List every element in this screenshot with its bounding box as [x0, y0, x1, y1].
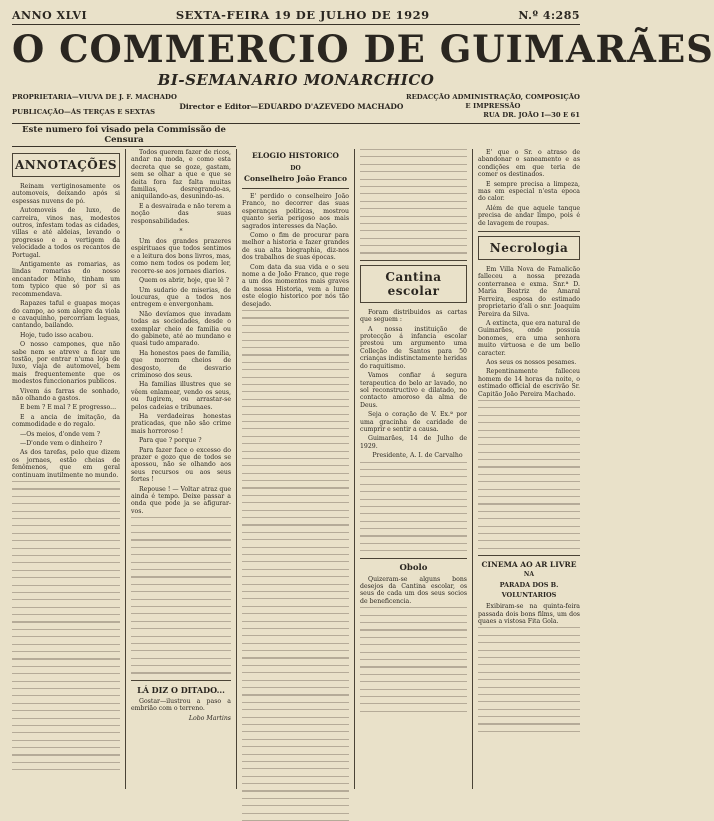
top-info-line [12, 6, 580, 22]
elogio-title-3: Conselheiro João Franco [244, 174, 347, 183]
annotations-paragraph: Vivem ás farras de sonhado, não olhando a gastos. [12, 387, 120, 402]
annotations-paragraph: Rapazes taful e guapas moças do campo, ao som alegre da viola e cavaquinho, percorriam leguas, cantando, bailando. [12, 300, 120, 330]
cinema-title-2: NA [523, 571, 535, 579]
annotations-paragraph: Antigamente as romarias, as lindas romarias do nosso encantador Minho, tinham um tom typico que só por si as recommendava. [12, 261, 120, 298]
elogio-title-2: DO [290, 165, 301, 172]
cinema-paragraph: Exibiram-se na quinta-feira passada dois bons films, um dos quaes a vistosa Fita Gola. [478, 603, 580, 625]
newspaper-title: O COMMERCIO DE GUIMARÃES [12, 27, 714, 71]
masthead-rule [12, 123, 580, 124]
column-necrologia [472, 149, 580, 789]
editorial-paragraph: E a desvairada e não terem a noção das suas responsabilidades. [131, 202, 231, 225]
masthead-meta [12, 93, 580, 120]
year-label: ANNO XLVI [12, 9, 88, 22]
proverb-title: LÁ DIZ O DITADO... [137, 684, 225, 695]
elogio-paragraph: Com data da sua vida e o seu nome a de João Franco, que rege a um dos momentos mais graves da nossa Historia, vem a lume este elogio historico por nós tão desejado. [242, 263, 349, 308]
editorial-paragraph: Um sudario de miserias, de loucuras, que a todos nos entregem e envergonham. [131, 286, 231, 309]
editorial-paragraph: Um dos grandes prazeres espirituaes que todos sentimos e a leitura dos bons livros, mas, como nem todos os podem ler, recorre-se aos jornaes diarios. [131, 238, 231, 275]
director-line: Director e Editor—EDUARDO D'AZEVEDO MACHADO [179, 102, 404, 111]
text-texture [242, 310, 349, 821]
office-line-1: REDACÇÃO ADMINISTRAÇÃO, COMPOSIÇÃO [405, 93, 580, 101]
cantina-paragraph: Vamos confiar á segura terapeutica do belo ar lavado, no sol reconstructivo e dilatado, no contacto amoroso da alma de Deus. [360, 372, 467, 409]
text-texture [360, 462, 467, 552]
cantina-paragraph: A nossa instituição de protecção á infancia escolar prestou um argumento uma Colleção de Santos para 50 crianças indistinctamente heridas do raquitismo. [360, 325, 467, 370]
column-editorial: Todos querem fazer de ricos, andar na moda, e como esta decreta que se goze, gastam, sem se olhar a que e que se deita fora faz falta muitas familias, desregrando-as, aniquilando-as, desunindo-as. E a desvairada e não terem a noção das suas responsabilidades. * Um dos grandes prazeres espirituaes que todos sentimos e a leitura dos bons livros, mas, como nem todos os podem ler, recorre-se aos jornaes diarios. Quem os abrir, hoje, que lê ? Um sudario de miserias, de loucuras, que a todos nos entregem e envergonham. Não devíamos que invadam todas as sociedades, desde o exemplar cheio de familia ou do gabinete, até ao mundano e quasi tudo amparado. Ha honestos paes de familia, que morrem cheios de desgosto, de desvario criminoso dos seus. Ha familias illustres que se vêem enlamear, vendo os seus, ou fugirem, ou arrastar-se pelos cadeias e tribunaes. Ha verdadeiras honestas praticadas, que não são crime mais horroroso ! Para que ? porque ? Para fazer face o excesso do prazer e gozo que de todos se apossou, não se olhando aos seus recursos ou aos seus fortes ! Repouse ! — Voltar atraz que ainda é tempo. Deixe passar a onda que pode ja se afigurar-vos. LÁ DIZ O DITADO... Gostar—ilustrou a paso a embrião com o terreno. Lobo Martins [125, 149, 236, 789]
obolo-paragraph: Quizeram-se alguns bons desejos da Cantina escolar, os seus de cada um dos seus socios de beneficencia. [360, 575, 467, 605]
annotations-paragraph: E a ancia de imitação, da commodidade e do regalo. [12, 413, 120, 429]
editorial-paragraph: Repouse ! — Voltar atraz que ainda é tempo. Deixe passar a onda que pode ja se afigurar-vos. [131, 485, 231, 515]
text-texture [360, 607, 467, 712]
column-annotations [12, 149, 125, 789]
editorial-paragraph: Ha honestos paes de familia, que morrem cheios de desgosto, de desvario criminoso dos seus. [131, 349, 231, 379]
text-texture [478, 400, 580, 549]
annotations-paragraph: As dos tarefas, pelo que dizem os jornaes, estão cheias de fenômenos, que em geral continuam inutilmente no mundo. [12, 449, 120, 479]
meta-right [406, 93, 580, 120]
annotations-paragraph: —D'onde vem o dinheiro ? [20, 440, 103, 447]
annotations-paragraph: —Os meios, d'onde vem ? [20, 430, 101, 438]
necrologia-paragraph: Repentinamente falleceu homem de 14 horas da noite, o estimado official de escrivão Sr. Capitão João Pereira Machado. [478, 368, 580, 398]
top-rule [12, 24, 580, 25]
column-cantina [354, 149, 472, 789]
text-texture [478, 627, 580, 732]
annotations-paragraph: Automoveis de luxo, de carreira, vinos nas, modestos outros, infestam todas as cidades, villas e até aldeias, levando o progresso e a vertigem da velocidade a todos os recantos de Portugal. [12, 207, 120, 259]
annotations-paragraph: Reinam vertiginosamente os automoveis, deixando após si espessas nuvens de pó. [12, 183, 120, 205]
owner-line: PROPRIETARIA—VIUVA DE J. F. MACHADO [12, 93, 177, 101]
office-line-2: E IMPRESSÃO [465, 102, 521, 110]
text-texture [131, 517, 231, 673]
cantina-paragraph: Foram distribuidos as cartas que seguem : [360, 308, 467, 324]
article-columns [12, 149, 580, 789]
issue-number: N.º 4:285 [518, 9, 580, 22]
cantina-paragraph: Seja o coração de V. Ex.ª por uma gracinha de caridade de cumprir e sentir a causa. [360, 411, 467, 433]
annotations-paragraph: Hoje, tudo isso acabou. [20, 331, 94, 339]
annotations-title: ANNOTAÇÕES [12, 153, 120, 177]
text-texture [360, 149, 467, 254]
censor-rule [12, 146, 236, 147]
necrologia-paragraph: Aos seus os nossos pesames. [486, 358, 577, 366]
annotations-paragraph: E bem ? E mal ? E progresso... [20, 404, 117, 412]
cinema-title-3: PARADA DOS B. VOLUNTARIOS [499, 581, 559, 600]
notice-paragraph: E' que o Sr. o atraso de abandonar o saneamento e as condições em que teria de comer os destinados. [478, 149, 580, 179]
necrologia-paragraph: Em Villa Nova de Famalicão falleceu a nossa prezada conterranea e exma. Snr.ª D. Maria Beatriz de Amaral Ferreira, esposa do estimado proprietario d'ali o snr. Joaquim Pereira da Silva. [478, 266, 580, 318]
editorial-paragraph: Para fazer face o excesso do prazer e gozo que de todos se apossou, não se olhando aos seus recursos ou aos seus fortes ! [131, 446, 231, 484]
newspaper-subtitle: BI-SEMANARIO MONARCHICO [157, 71, 435, 89]
editorial-paragraph: Para que ? porque ? [139, 437, 202, 445]
cantina-paragraph: Presidente, A. I. de Carvalho [372, 452, 463, 460]
proverb-paragraph: Gostar—ilustrou a paso a embrião com o terreno. [131, 697, 231, 713]
editorial-paragraph: Todos querem fazer de ricos, andar na moda, e como esta decreta que se goze, gastam, sem se olhar a que e que se deita fora faz falta muitas familias, desregrando-as, aniquilando-as, desunindo-as. [131, 149, 231, 201]
necrologia-title: Necrologia [478, 236, 580, 260]
editorial-paragraph: Quem os abrir, hoje, que lê ? [139, 277, 229, 285]
office-line-3: RUA DR. JOÃO I—30 E 61 [483, 111, 580, 119]
notice-paragraph: Além de que aquele tanque precisa de andar limpo, pois é de lavagem de roupas. [478, 204, 580, 227]
issue-date: SEXTA-FEIRA 19 DE JULHO DE 1929 [175, 8, 430, 22]
elogio-title-1: ELOGIO HISTORICO [252, 151, 339, 160]
column-elogio [236, 149, 354, 789]
censor-row [12, 126, 580, 144]
notice-paragraph: E sempre precisa a limpeza, mas em especial n'esta epoca do calor. [478, 180, 580, 203]
cantina-paragraph: Guimarães, 14 de Julho de 1929. [360, 435, 467, 450]
annotations-paragraph: O nosso campones, que não sabe nem se atreve a ficar um tostão, por entrar n'uma loja de luxo, viaja de automovel, bem mais frequentemente que os modestos funccionarios publicos. [12, 341, 120, 386]
necrologia-paragraph: A extincta, que era natural de Guimarães, onde possuía bonomes, era uma senhora muito virtuosa e de um bello caracter. [478, 319, 580, 357]
editorial-paragraph: Ha verdadeiras honestas praticadas, que não são crime mais horroroso ! [131, 413, 231, 435]
cinema-title-1: CINEMA AO AR LIVRE [481, 560, 577, 570]
cantina-title: Cantina escolar [360, 265, 467, 303]
publication-line: PUBLICAÇÃO—ÁS TERÇAS E SEXTAS [12, 108, 155, 116]
elogio-paragraph: E' perdido o conselheiro João Franco, no decorrer das suas esperanças politicas, mostrou quanto seria perigoso aos mais sagrados interesses da Nação. [242, 193, 349, 230]
proverb-signature: Lobo Martins [188, 714, 231, 722]
text-texture [12, 481, 120, 770]
elogio-paragraph: Como o fim de procurar para melhor a historia e fazer grandes de sua alta biographia, diz-nos dos trabalhos de suas épocas. [242, 232, 349, 262]
obolo-title: Obolo [399, 562, 428, 573]
editorial-paragraph: Ha familias illustres que se vêem enlamear, vendo os seus, ou fugirem, ou arrastar-se pelos cadeias e tribunaes. [131, 381, 231, 411]
editorial-paragraph: Não devíamos que invadam todas as sociedades, desde o exemplar cheio de familia ou do gabinete, até ao mundano e quasi tudo amparado. [131, 310, 231, 348]
meta-left [12, 93, 177, 120]
censor-note: Este numero foi visado pela Commissão de Censura [22, 125, 226, 145]
